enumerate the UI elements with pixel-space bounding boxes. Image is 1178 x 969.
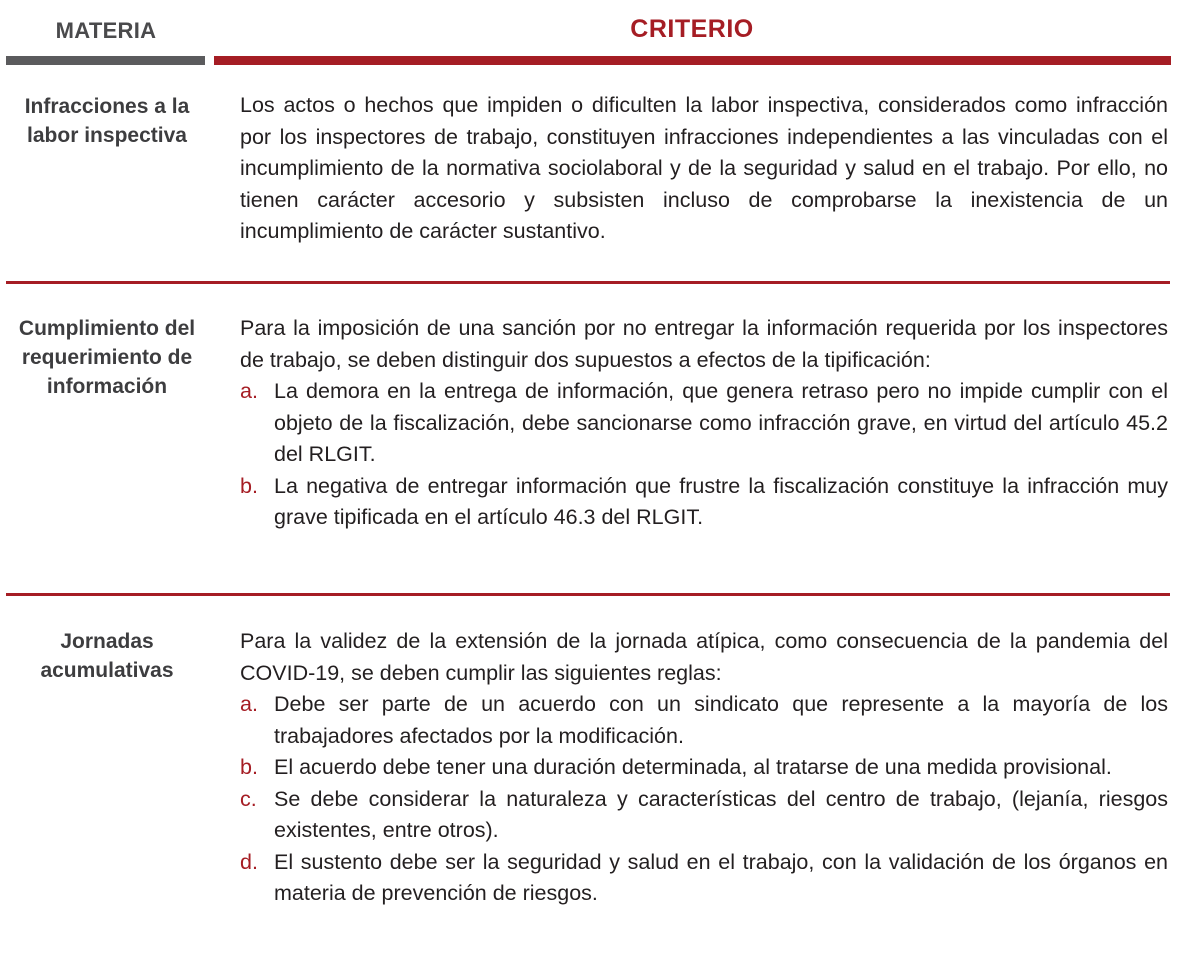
list-marker: a. <box>240 379 258 403</box>
list-item <box>240 847 1168 910</box>
list-item-text: El sustento debe ser la seguridad y salud en el trabajo, con la validación de los órganos en materia de prevención de riesgos. <box>274 849 1168 905</box>
list-item <box>240 376 1168 471</box>
list-item-text: El acuerdo debe tener una duración determinada, al tratarse de una medida provisional. <box>274 755 1112 779</box>
list-marker: b. <box>240 755 258 779</box>
column-header-criterio: CRITERIO <box>630 15 754 43</box>
criterio-list <box>240 376 1168 534</box>
criterio-list <box>240 689 1168 910</box>
row-criterio <box>240 626 1168 910</box>
row-criterio <box>240 90 1168 248</box>
list-item <box>240 471 1168 534</box>
list-item-text: La demora en la entrega de información, que genera retraso pero no impide cumplir con el objeto de la fiscalización, debe sancionarse como infracción grave, en virtud del artículo 45.2 del RLGIT. <box>274 379 1168 466</box>
list-marker: d. <box>240 849 258 874</box>
row-divider <box>6 281 1170 284</box>
list-marker: a. <box>240 692 258 716</box>
list-marker: b. <box>240 473 258 498</box>
materia-header-bar <box>6 56 205 65</box>
table-header <box>0 0 1178 70</box>
row-materia: Infracciones a la labor inspectiva <box>24 95 190 147</box>
column-header-materia: MATERIA <box>55 18 157 43</box>
list-item <box>240 689 1168 752</box>
row-materia: Jornadas acumulativas <box>40 630 174 682</box>
criterio-header-bar <box>214 56 1171 65</box>
criterio-text: Los actos o hechos que impiden o dificulten la labor inspectiva, considerados como infracción por los inspectores de trabajo, constituyen infracciones independientes a las vinculadas con el incumplimiento de la normativa sociolaboral y de la seguridad y salud en el trabajo. Por ello, no tienen carácter accesorio y subsisten incluso de comprobarse la inexistencia de un incumplimiento de carácter sustantivo. <box>240 93 1168 243</box>
list-item <box>240 784 1168 847</box>
list-marker: c. <box>240 786 257 811</box>
row-materia: Cumplimiento del requerimiento de información <box>18 317 196 398</box>
row-divider <box>6 593 1170 596</box>
list-item-text: La negativa de entregar información que frustre la fiscalización constituye la infracción muy grave tipificada en el artículo 46.3 del RLGIT. <box>274 473 1168 529</box>
list-item <box>240 752 1168 784</box>
list-item-text: Debe ser parte de un acuerdo con un sindicato que represente a la mayoría de los trabajadores afectados por la modificación. <box>274 692 1168 748</box>
row-criterio <box>240 313 1168 534</box>
list-item-text: Se debe considerar la naturaleza y características del centro de trabajo, (lejanía, riesgos existentes, entre otros). <box>274 786 1168 842</box>
criterio-intro: Para la imposición de una sanción por no entregar la información requerida por los inspectores de trabajo, se deben distinguir dos supuestos a efectos de la tipificación: <box>240 316 1168 372</box>
criterio-intro: Para la validez de la extensión de la jornada atípica, como consecuencia de la pandemia del COVID-19, se deben cumplir las siguientes reglas: <box>240 629 1168 685</box>
